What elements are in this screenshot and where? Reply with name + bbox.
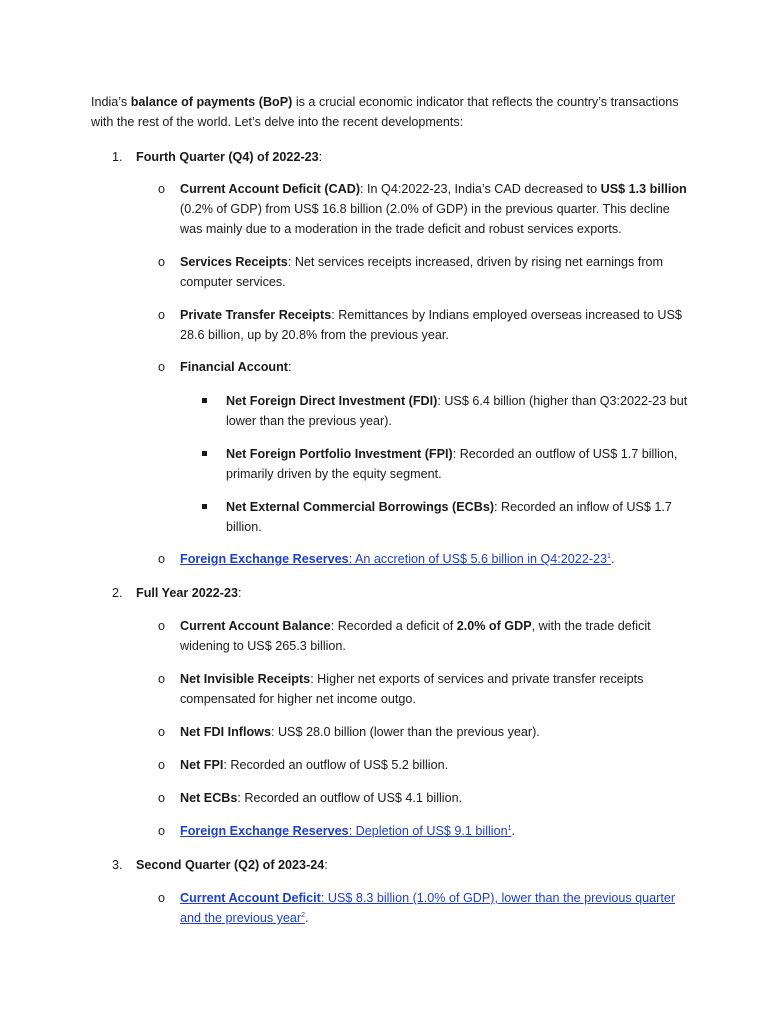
section-number: 3. (112, 858, 123, 872)
section-number: 2. (112, 586, 123, 600)
bullet-marker: o (158, 891, 166, 905)
item-text: , with the trade deficit widening to US$ 265.3 billion. (180, 619, 651, 653)
list-item-net-fpi (158, 755, 688, 775)
item-label: Private Transfer Receipts (180, 308, 332, 322)
item-label: Services Receipts (180, 255, 288, 269)
cad-q2-link[interactable] (180, 891, 675, 925)
list-item-net-ecbs (158, 788, 688, 808)
colon: : (238, 586, 242, 600)
item-text: : US$ 6.4 billion (higher than Q3:2022-23 but lower than the previous year). (226, 394, 688, 428)
item-text: : (288, 360, 292, 374)
section-3-heading (112, 855, 328, 875)
colon: : (318, 150, 323, 164)
item-label: Current Account Deficit (CAD) (180, 182, 361, 196)
item-bold-value: US$ 1.3 billion (600, 182, 687, 196)
link-text: : US$ 8.3 billion (1.0% of GDP), lower than the previous quarter and the previous year (180, 891, 676, 925)
bullet-marker: o (158, 725, 166, 739)
link-label: Foreign Exchange Reserves (180, 552, 349, 566)
section-title: Fourth Quarter (Q4) of 2022-23 (136, 150, 319, 164)
intro-paragraph (91, 92, 691, 132)
bullet-marker: o (158, 619, 166, 633)
sub-item-net-fpi (202, 444, 692, 484)
forex-reserves-q4-link[interactable] (180, 552, 611, 566)
item-text: : Recorded an inflow of US$ 1.7 billion. (226, 500, 672, 534)
square-bullet-icon (202, 504, 207, 509)
item-text: (0.2% of GDP) from US$ 16.8 billion (2.0% of GDP) in the previous quarter. This decline was mainly due to a moderation in the trade deficit and robust services exports. (180, 202, 670, 236)
bullet-marker: o (158, 308, 166, 322)
bullet-marker: o (158, 182, 166, 196)
bullet-marker: o (158, 672, 166, 686)
list-item-forex-reserves-fy (158, 821, 688, 841)
bullet-marker: o (158, 758, 166, 772)
forex-reserves-fy-link[interactable] (180, 824, 512, 838)
item-label: Financial Account (180, 360, 288, 374)
intro-text-2: is a crucial economic indicator that reflects the country’s transactions with the rest of the world. Let’s delve into the recent developments: (91, 95, 679, 129)
item-label: Net ECBs (180, 791, 238, 805)
bullet-marker: o (158, 552, 166, 566)
section-title: Second Quarter (Q2) of 2023-24 (136, 858, 325, 872)
item-text: : Recorded an outflow of US$ 5.2 billion. (223, 758, 449, 772)
bullet-marker: o (158, 824, 166, 838)
square-bullet-icon (202, 451, 207, 456)
list-item-net-fdi-inflows (158, 722, 688, 742)
item-text: : Recorded an outflow of US$ 4.1 billion. (237, 791, 463, 805)
sub-item-net-ecbs (202, 497, 692, 537)
item-text: : In Q4:2022-23, India’s CAD decreased to (360, 182, 601, 196)
item-text: : Remittances by Indians employed overseas increased to US$ 28.6 billion, up by 20.8% from the previous year. (180, 308, 682, 342)
item-text: : US$ 28.0 billion (lower than the previous year). (270, 725, 540, 739)
item-bold-value: 2.0% of GDP (456, 619, 532, 633)
period: . (305, 911, 309, 925)
bullet-marker: o (158, 255, 166, 269)
footnote-ref: 1 (507, 824, 512, 832)
item-text: : Net services receipts increased, driven by rising net earnings from computer services. (180, 255, 664, 289)
section-1-heading (112, 147, 322, 167)
link-text: : An accretion of US$ 5.6 billion in Q4:2022-23 (348, 552, 608, 566)
section-2-heading (112, 583, 242, 603)
sub-item-net-fdi (202, 391, 692, 431)
footnote-ref: 1 (607, 552, 611, 560)
footnote-ref: 2 (301, 911, 306, 919)
list-item-cad-q2 (158, 888, 688, 928)
list-item-forex-reserves-q4 (158, 549, 688, 569)
list-item-financial-account (158, 357, 688, 377)
link-label: Foreign Exchange Reserves (180, 824, 349, 838)
list-item-private-transfer (158, 305, 688, 345)
list-item-net-invisible-receipts (158, 669, 688, 709)
intro-bold-term: balance of payments (BoP) (130, 95, 293, 109)
intro-text-1: India’s (91, 95, 131, 109)
square-bullet-icon (202, 398, 207, 403)
list-item-services-receipts (158, 252, 688, 292)
item-label: Net External Commercial Borrowings (ECBs) (226, 500, 495, 514)
link-label: Current Account Deficit (180, 891, 321, 905)
item-text: : Higher net exports of services and private transfer receipts compensated for higher net income outgo. (180, 672, 644, 706)
item-label: Net FPI (180, 758, 224, 772)
section-number: 1. (112, 150, 123, 164)
period: . (610, 552, 615, 566)
list-item-cad (158, 179, 688, 239)
item-label: Net Foreign Direct Investment (FDI) (226, 394, 438, 408)
colon: : (324, 858, 328, 872)
link-text: : Depletion of US$ 9.1 billion (348, 824, 508, 838)
item-label: Current Account Balance (180, 619, 331, 633)
bullet-marker: o (158, 791, 166, 805)
bullet-marker: o (158, 360, 166, 374)
period: . (511, 824, 516, 838)
item-label: Net Invisible Receipts (180, 672, 311, 686)
item-text: : Recorded an outflow of US$ 1.7 billion, primarily driven by the equity segment. (226, 447, 678, 481)
item-label: Net Foreign Portfolio Investment (FPI) (226, 447, 453, 461)
list-item-current-account-balance (158, 616, 688, 656)
item-text: : Recorded a deficit of (330, 619, 457, 633)
item-label: Net FDI Inflows (180, 725, 271, 739)
section-title: Full Year 2022-23 (136, 586, 238, 600)
